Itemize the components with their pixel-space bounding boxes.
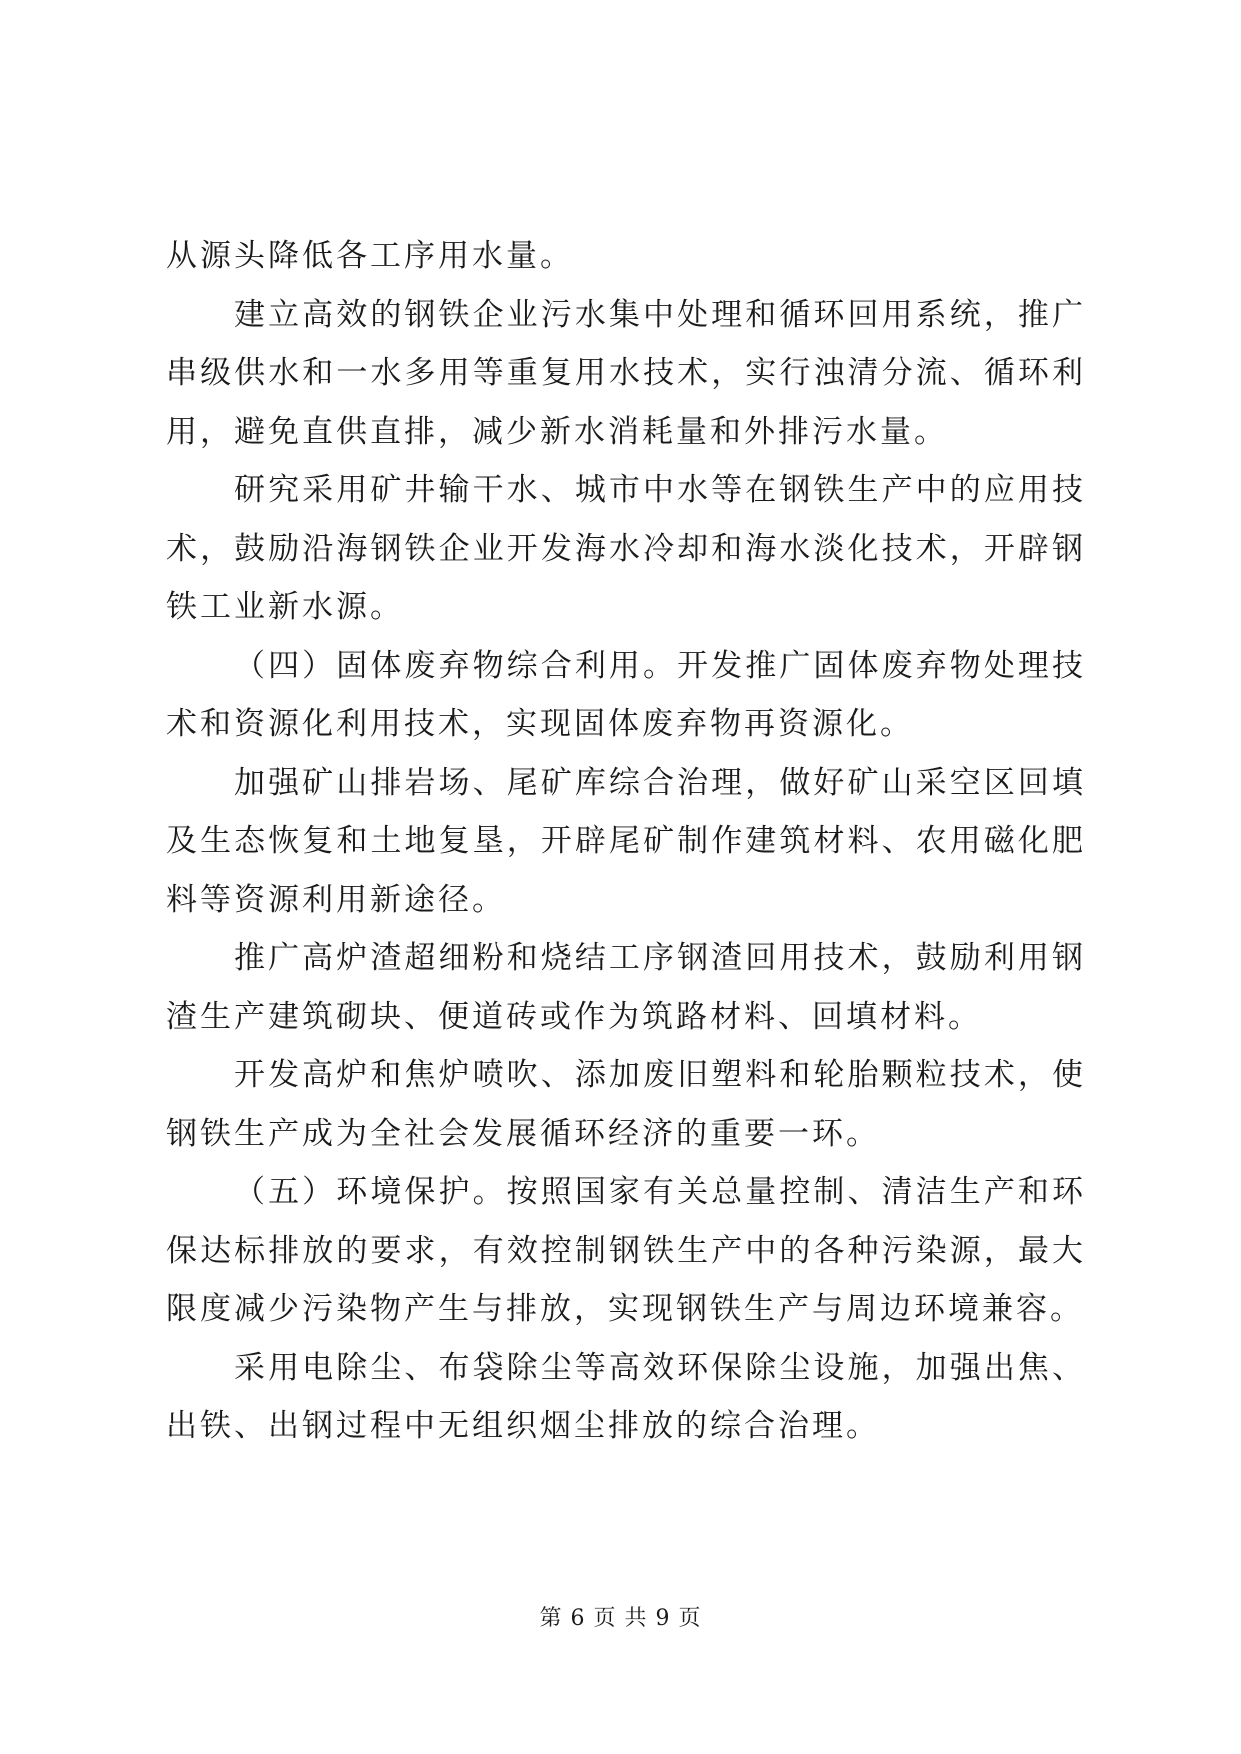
paragraph-dust-removal: 采用电除尘、布袋除尘等高效环保除尘设施，加强出焦、出铁、出钢过程中无组织烟尘排放的综合治理。 (166, 1349, 1086, 1444)
paragraph-slag-reuse: 推广高炉渣超细粉和烧结工序钢渣回用技术，鼓励利用钢渣生产建筑砌块、便道砖或作为筑路材料、回填材料。 (166, 940, 1086, 1035)
paragraph-environment-heading: （五）环境保护。按照国家有关总量控制、清洁生产和环保达标排放的要求，有效控制钢铁生产中的各种污染源，最大限度减少污染物产生与排放，实现钢铁生产与周边环境兼容。 (166, 1174, 1086, 1327)
paragraph-continuation: 从源头降低各工序用水量。 (166, 238, 574, 274)
document-body (166, 227, 1086, 1456)
paragraph-plastic-tire-injection: 开发高炉和焦炉喷吹、添加废旧塑料和轮胎颗粒技术，使钢铁生产成为全社会发展循环经济的重要一环。 (166, 1057, 1086, 1152)
page-number: 第 6 页 共 9 页 (539, 1606, 702, 1631)
paragraph-mine-remediation: 加强矿山排岩场、尾矿库综合治理，做好矿山采空区回填及生态恢复和土地复垦，开辟尾矿制作建筑材料、农用磁化肥料等资源利用新途径。 (166, 764, 1086, 918)
paragraph-solid-waste-heading: （四）固体废弃物综合利用。开发推广固体废弃物处理技术和资源化利用技术，实现固体废弃物再资源化。 (166, 647, 1086, 742)
paragraph-new-water-sources: 研究采用矿井输干水、城市中水等在钢铁生产中的应用技术，鼓励沿海钢铁企业开发海水冷却和海水淡化技术，开辟钢铁工业新水源。 (166, 472, 1086, 625)
paragraph-wastewater-recycling: 建立高效的钢铁企业污水集中处理和循环回用系统，推广串级供水和一水多用等重复用水技术，实行浊清分流、循环利用，避免直供直排，减少新水消耗量和外排污水量。 (166, 296, 1086, 450)
page-footer (0, 1604, 1241, 1634)
